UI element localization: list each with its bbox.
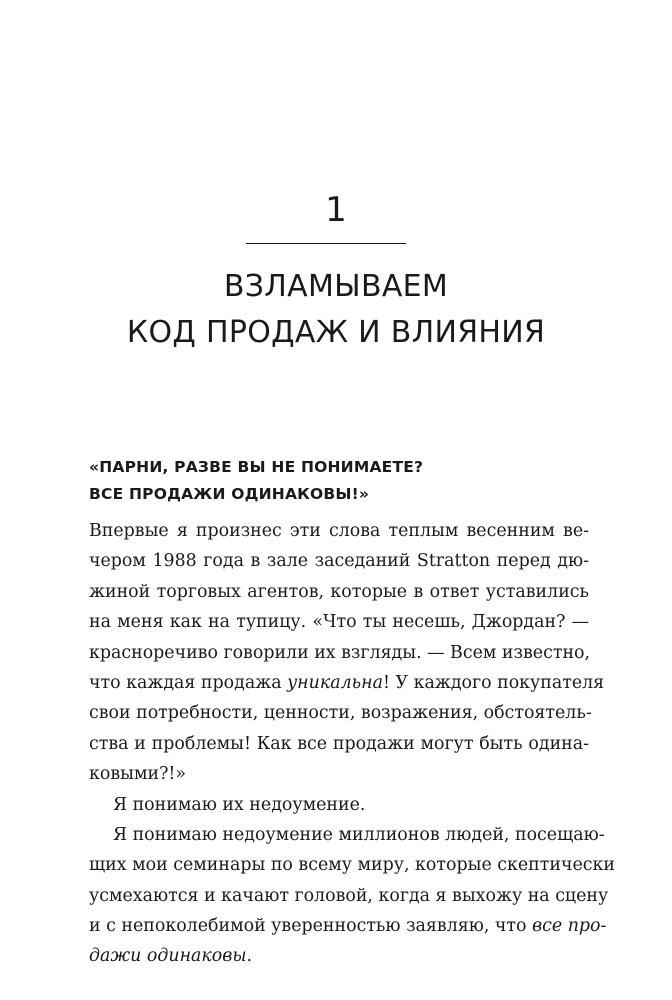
- text-run: .: [246, 946, 253, 967]
- section-heading-line: ВСЕ ПРОДАЖИ ОДИНАКОВЫ!»: [89, 485, 370, 503]
- text-line: [89, 911, 607, 941]
- text-line: красноречиво говорили их взгляды. — Всем известно,: [89, 642, 591, 663]
- text-line: на меня как на тупицу. «Что ты несешь, Джордан? —: [89, 612, 589, 633]
- text-line: [89, 941, 589, 971]
- text-run: и с непоколебимой уверенностью заявляю, что: [89, 916, 533, 937]
- text-line: Впервые я произнес эти слова теплым весенним ве-: [89, 521, 589, 541]
- chapter-title-line: КОД ПРОДАЖ И ВЛИЯНИЯ: [126, 315, 546, 350]
- emphasis-text: дажи одинаковы: [89, 946, 247, 967]
- text-line: ковыми?!»: [89, 764, 187, 785]
- text-line: ства и проблемы! Как все продажи могут быть одина-: [89, 733, 589, 754]
- paragraph: [89, 516, 605, 790]
- text-run: ! У каждого покупателя: [382, 672, 605, 693]
- text-line: свои потребности, ценности, возражения, обстоятель-: [89, 703, 592, 724]
- chapter-title: [0, 264, 672, 356]
- chapter-number: 1: [325, 190, 347, 230]
- text-line: щих мои семинары по всему миру, которые скептически: [89, 855, 615, 876]
- emphasis-text: уникальна: [287, 672, 383, 693]
- text-line: [89, 668, 605, 698]
- section-heading: [89, 454, 589, 508]
- paragraph: [89, 820, 615, 972]
- text-line: Я понимаю их недоумение.: [113, 794, 366, 815]
- text-line: чером 1988 года в зале заседаний Stratton перед дю-: [89, 551, 589, 572]
- text-line: Я понимаю недоумение миллионов людей, посещаю-: [113, 824, 605, 845]
- body-text: [89, 516, 615, 972]
- chapter-title-line: ВЗЛАМЫВАЕМ: [223, 269, 449, 304]
- text-line: жиной торговых агентов, которые в ответ уставились: [89, 581, 589, 602]
- text-line: усмехаются и качают головой, когда я выхожу на сцену: [89, 885, 609, 906]
- text-run: что каждая продажа: [89, 672, 288, 693]
- paragraph: [89, 790, 589, 820]
- section-heading-line: «ПАРНИ, РАЗВЕ ВЫ НЕ ПОНИМАЕТЕ?: [89, 458, 424, 476]
- chapter-divider: [246, 243, 406, 244]
- emphasis-text: все про-: [532, 916, 607, 937]
